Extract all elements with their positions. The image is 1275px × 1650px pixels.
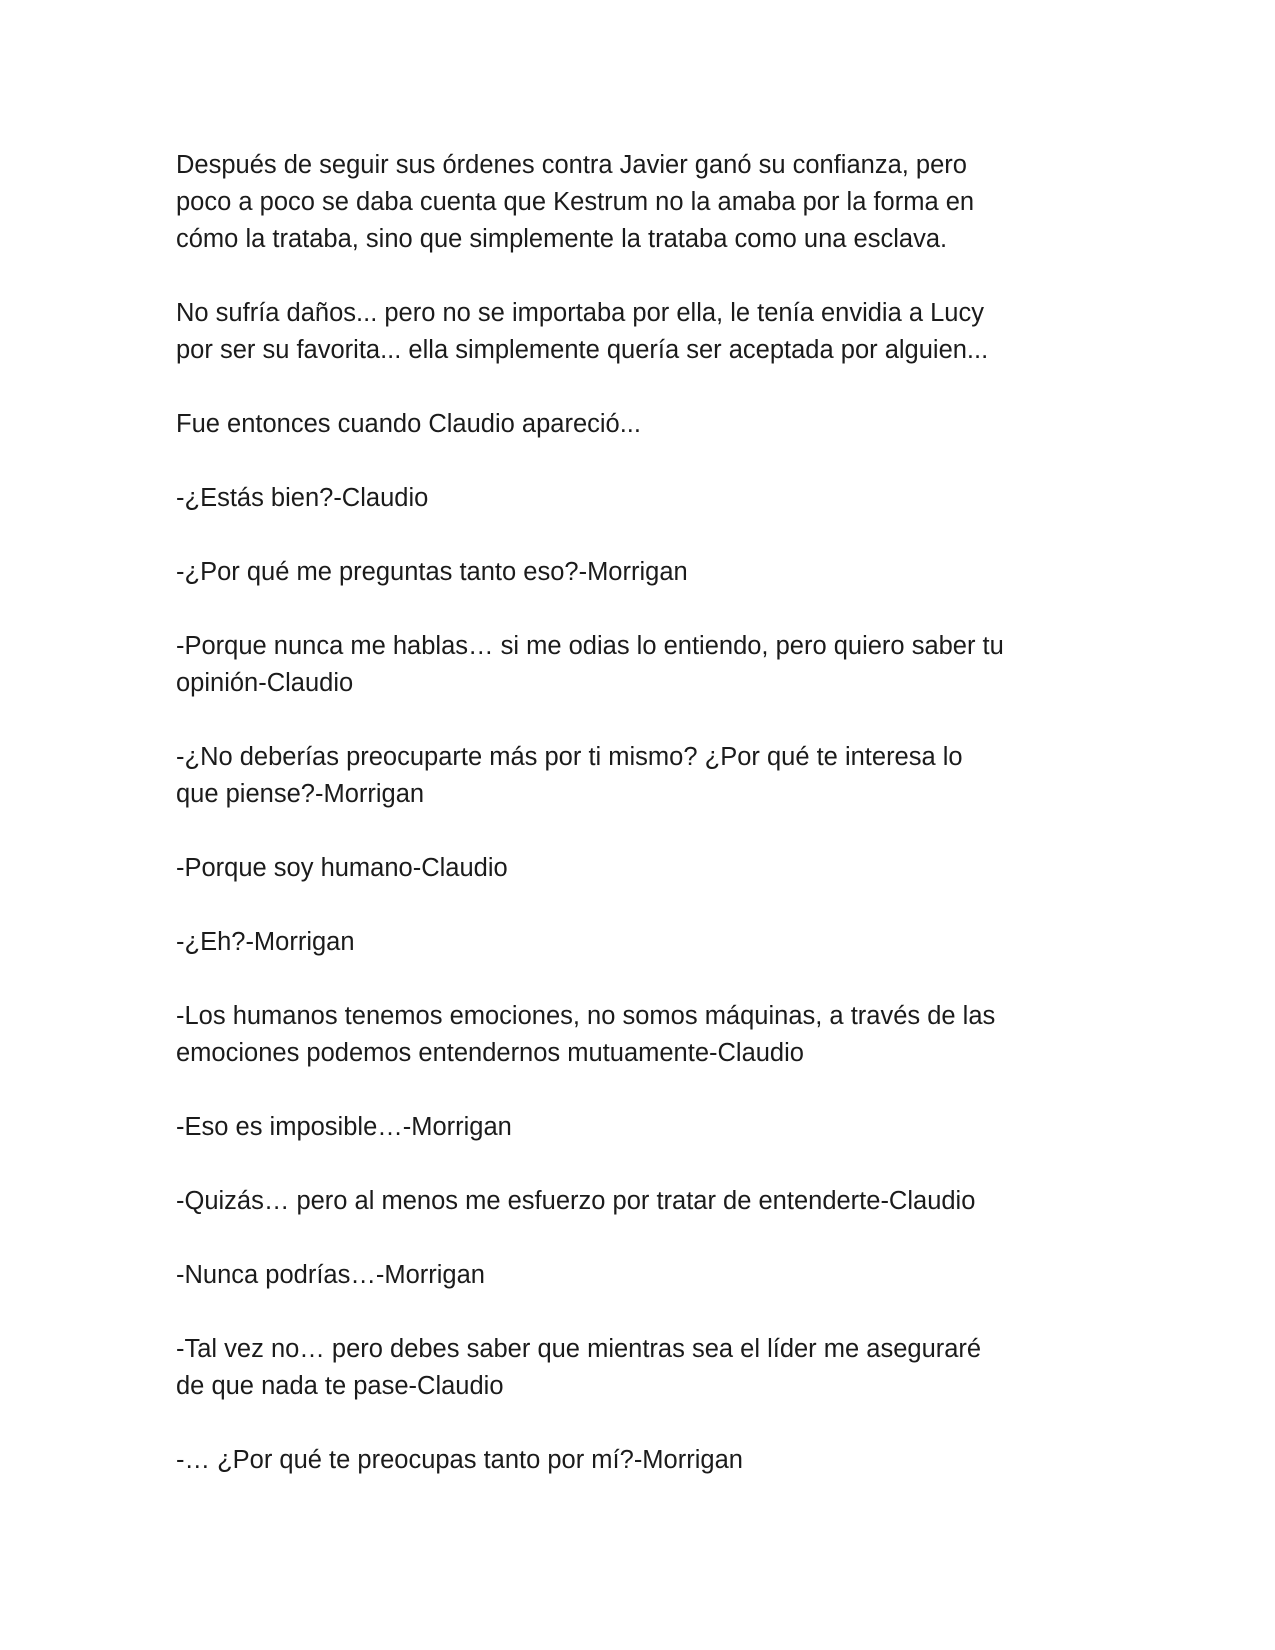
paragraph-2 (176, 295, 1096, 369)
dialogue-line-4 (176, 739, 1096, 813)
text-line: -¿No deberías preocuparte más por ti mismo? ¿Por qué te interesa lo (176, 743, 963, 771)
text-line: -Tal vez no… pero debes saber que mientras sea el líder me aseguraré (176, 1335, 982, 1363)
text-line: que piense?-Morrigan (176, 780, 425, 808)
text-line: -… ¿Por qué te preocupas tanto por mí?-Morrigan (176, 1446, 743, 1474)
paragraph-1 (176, 147, 1096, 258)
text-line: -Quizás… pero al menos me esfuerzo por tratar de entenderte-Claudio (176, 1187, 976, 1215)
dialogue-line-12 (176, 1442, 1096, 1479)
text-line: poco a poco se daba cuenta que Kestrum no la amaba por la forma en (176, 188, 975, 216)
text-line: opinión-Claudio (176, 669, 354, 697)
dialogue-line-9 (176, 1183, 1096, 1220)
dialogue-line-7 (176, 998, 1096, 1072)
text-line: por ser su favorita... ella simplemente quería ser aceptada por alguien... (176, 336, 989, 364)
dialogue-line-5 (176, 850, 1096, 887)
dialogue-line-1 (176, 480, 1096, 517)
text-line: cómo la trataba, sino que simplemente la trataba como una esclava. (176, 225, 948, 253)
text-line: -Nunca podrías…-Morrigan (176, 1261, 485, 1289)
text-line: -Los humanos tenemos emociones, no somos máquinas, a través de las (176, 1002, 996, 1030)
text-line: -¿Por qué me preguntas tanto eso?-Morrigan (176, 558, 688, 586)
dialogue-line-6 (176, 924, 1096, 961)
text-line: -¿Eh?-Morrigan (176, 928, 355, 956)
document-body (176, 147, 1096, 1516)
text-line: de que nada te pase-Claudio (176, 1372, 504, 1400)
text-line: No sufría daños... pero no se importaba por ella, le tenía envidia a Lucy (176, 299, 984, 327)
dialogue-line-8 (176, 1109, 1096, 1146)
text-line: -¿Estás bien?-Claudio (176, 484, 429, 512)
text-line: -Eso es imposible…-Morrigan (176, 1113, 512, 1141)
dialogue-line-2 (176, 554, 1096, 591)
dialogue-line-10 (176, 1257, 1096, 1294)
text-line: emociones podemos entendernos mutuamente-Claudio (176, 1039, 804, 1067)
paragraph-3 (176, 406, 1096, 443)
text-line: Después de seguir sus órdenes contra Javier ganó su confianza, pero (176, 151, 967, 179)
text-line: Fue entonces cuando Claudio apareció... (176, 410, 641, 438)
text-line: -Porque soy humano-Claudio (176, 854, 508, 882)
text-line: -Porque nunca me hablas… si me odias lo entiendo, pero quiero saber tu (176, 632, 1004, 660)
dialogue-line-11 (176, 1331, 1096, 1405)
dialogue-line-3 (176, 628, 1096, 702)
